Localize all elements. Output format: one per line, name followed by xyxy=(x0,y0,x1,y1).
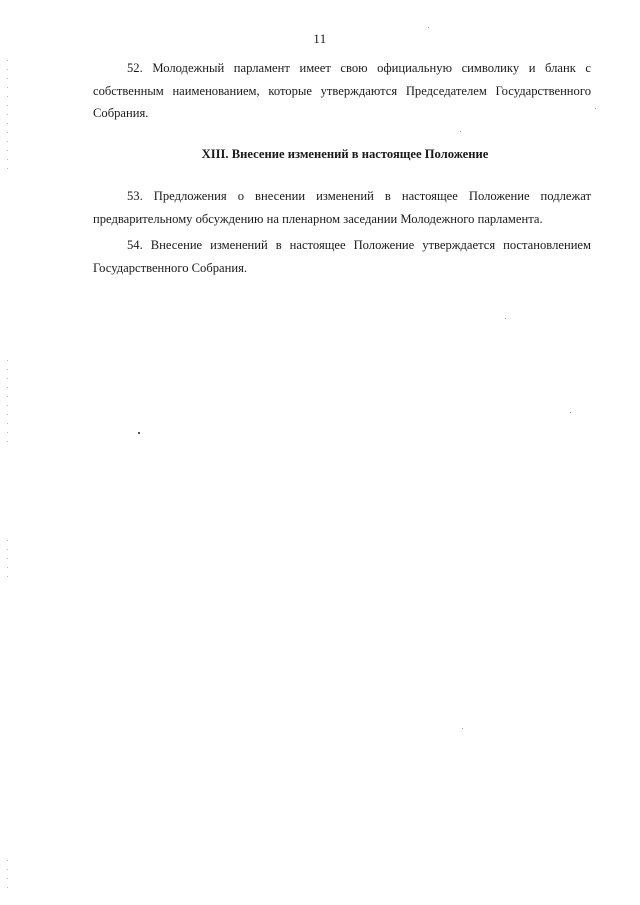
scan-speck xyxy=(595,108,596,109)
paragraph-53: 53. Предложения о внесении изменений в настоящее Положение подлежат предварительному обсуждению на пленарном заседании Молодежного парламента. xyxy=(93,189,591,226)
scan-speck xyxy=(462,728,463,729)
scan-edge-artifact xyxy=(7,360,8,450)
paragraph-54: 54. Внесение изменений в настоящее Положение утверждается постановлением Государственного Собрания. xyxy=(93,238,591,275)
scan-speck xyxy=(570,412,571,413)
scan-edge-artifact xyxy=(7,60,8,170)
scan-speck xyxy=(138,432,140,434)
scan-edge-artifact xyxy=(7,540,8,580)
scan-speck xyxy=(505,318,506,319)
paragraph-52: 52. Молодежный парламент имеет свою официальную символику и бланк с собственным наименованием, которые утверждаются Председателем Государственного Собрания. xyxy=(93,61,591,120)
page-number: 11 xyxy=(313,31,327,46)
scan-speck xyxy=(428,27,429,28)
scan-speck xyxy=(460,131,461,132)
section-heading: XIII. Внесение изменений в настоящее Положение xyxy=(201,147,489,161)
scan-edge-artifact xyxy=(7,860,8,890)
